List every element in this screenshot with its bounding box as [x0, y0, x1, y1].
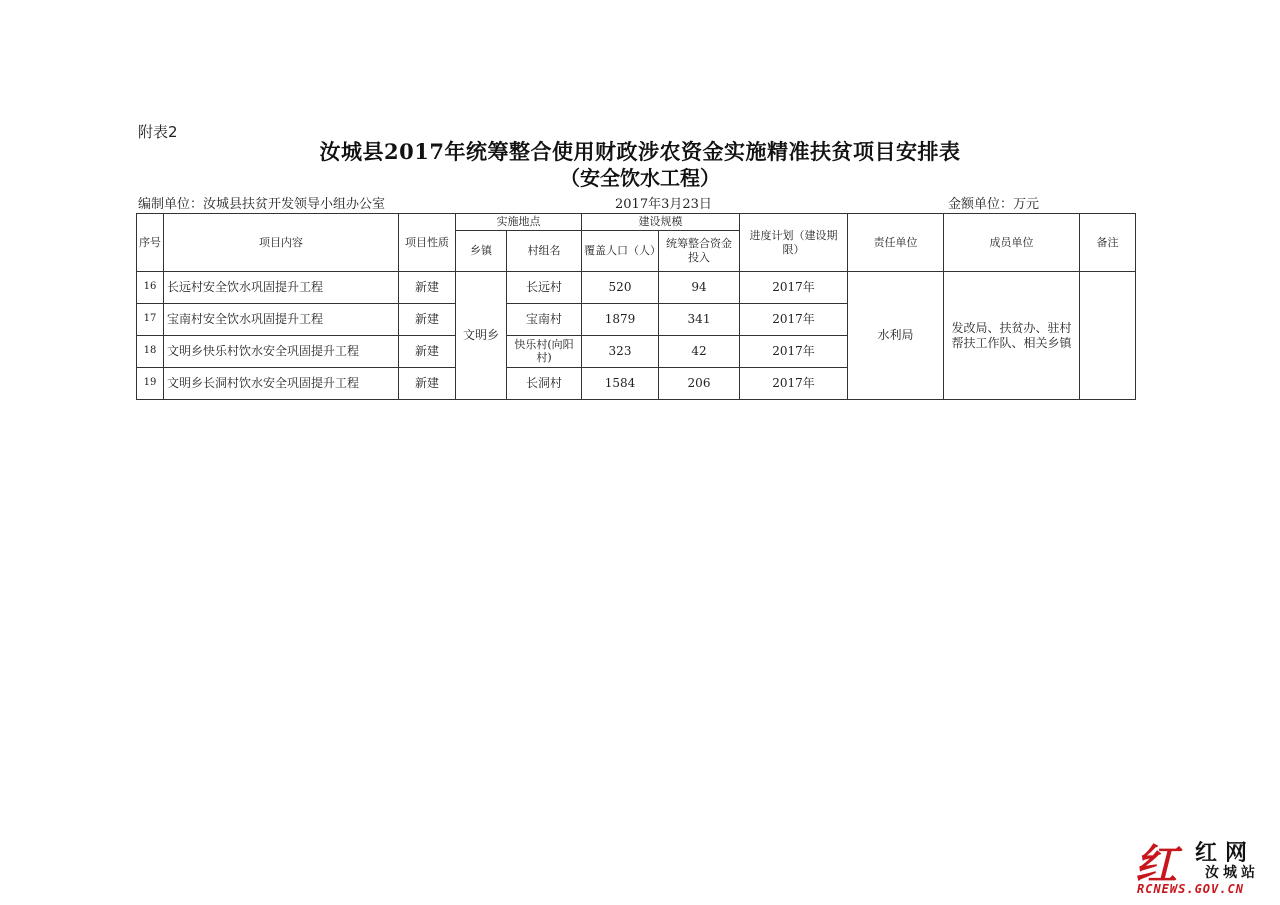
- row-funds: 341: [659, 304, 740, 336]
- document-title: 汝城县2017年统筹整合使用财政涉农资金实施精准扶贫项目安排表: [319, 139, 961, 164]
- row-content: 文明乡长洞村饮水安全巩固提升工程: [164, 368, 399, 400]
- row-content: 长远村安全饮水巩固提升工程: [164, 272, 399, 304]
- project-table: [136, 213, 1136, 400]
- row-funds: 42: [659, 336, 740, 368]
- shared-town: 文明乡: [456, 272, 507, 400]
- row-nature: 新建: [399, 272, 456, 304]
- attachment-label: 附表2: [138, 123, 178, 141]
- row-schedule: 2017年: [740, 336, 848, 368]
- row-village: 快乐村(向阳村): [507, 336, 582, 368]
- row-seq: 19: [137, 368, 164, 400]
- row-village: 宝南村: [507, 304, 582, 336]
- header-funds: 统筹整合资金投入: [659, 231, 740, 272]
- row-schedule: 2017年: [740, 368, 848, 400]
- shared-members: 发改局、扶贫办、驻村帮扶工作队、相关乡镇: [944, 272, 1080, 400]
- row-seq: 17: [137, 304, 164, 336]
- amount-unit: 金额单位：万元: [948, 197, 1040, 212]
- logo-station: 汝城站: [1205, 865, 1259, 881]
- logo-mark-icon: 红: [1135, 840, 1178, 889]
- header-population: 覆盖人口（人）: [582, 231, 659, 272]
- header-village: 村组名: [507, 231, 582, 272]
- logo-url: RCNEWS.GOV.CN: [1137, 882, 1244, 896]
- header-schedule: 进度计划（建设期限）: [740, 214, 848, 272]
- row-village: 长远村: [507, 272, 582, 304]
- row-population: 520: [582, 272, 659, 304]
- header-scale: 建设规模: [582, 214, 740, 231]
- site-logo: [1133, 832, 1273, 898]
- row-population: 1879: [582, 304, 659, 336]
- header-responsible: 责任单位: [848, 214, 944, 272]
- row-content: 文明乡快乐村饮水安全巩固提升工程: [164, 336, 399, 368]
- row-village: 长洞村: [507, 368, 582, 400]
- document-date: 2017年3月23日: [615, 197, 712, 212]
- header-remarks: 备注: [1080, 214, 1136, 272]
- row-funds: 206: [659, 368, 740, 400]
- row-nature: 新建: [399, 304, 456, 336]
- row-content: 宝南村安全饮水巩固提升工程: [164, 304, 399, 336]
- header-location: 实施地点: [456, 214, 582, 231]
- compiling-unit: 编制单位：汝城县扶贫开发领导小组办公室: [138, 197, 386, 212]
- row-seq: 18: [137, 336, 164, 368]
- row-nature: 新建: [399, 336, 456, 368]
- header-seq: 序号: [137, 214, 164, 272]
- row-population: 323: [582, 336, 659, 368]
- shared-responsible: 水利局: [848, 272, 944, 400]
- row-seq: 16: [137, 272, 164, 304]
- row-schedule: 2017年: [740, 272, 848, 304]
- row-nature: 新建: [399, 368, 456, 400]
- header-town: 乡镇: [456, 231, 507, 272]
- document-subtitle: （安全饮水工程）: [560, 166, 720, 190]
- header-members: 成员单位: [944, 214, 1080, 272]
- header-nature: 项目性质: [399, 214, 456, 272]
- row-remarks: [1080, 272, 1136, 400]
- row-schedule: 2017年: [740, 304, 848, 336]
- row-funds: 94: [659, 272, 740, 304]
- header-content: 项目内容: [164, 214, 399, 272]
- row-population: 1584: [582, 368, 659, 400]
- table-row: [137, 272, 1136, 304]
- logo-brand: 红网: [1195, 840, 1256, 866]
